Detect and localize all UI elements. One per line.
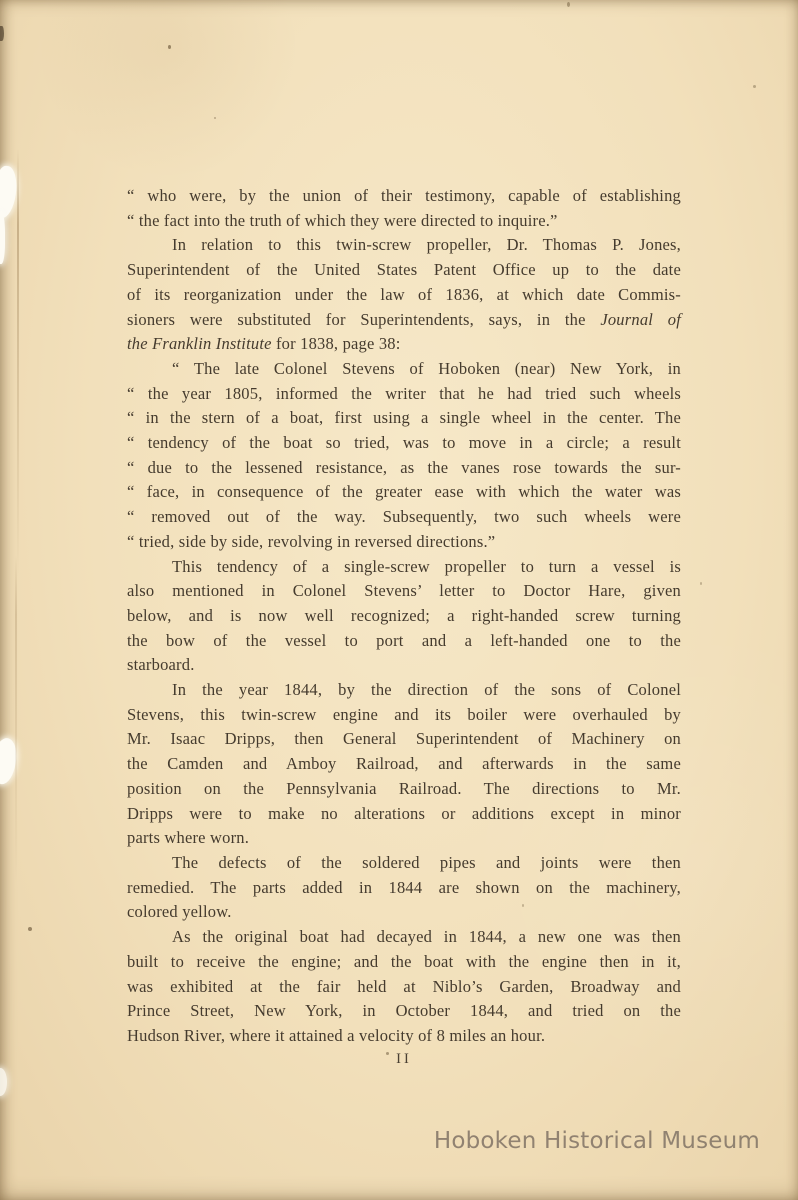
text-line: parts where worn.: [127, 828, 250, 848]
text-line: “ The late Colonel Stevens of Hoboken (near) New York, in: [172, 358, 681, 378]
paper-tear-mark: [0, 736, 21, 786]
text-line: “ removed out of the way. Subsequently, two such wheels were: [127, 507, 681, 527]
text-line: built to receive the engine; and the boat with the engine then in it,: [127, 951, 681, 971]
journal-title-italic: the Franklin Institute: [127, 334, 272, 354]
page-text-block: [127, 184, 681, 1049]
paper-speck: [753, 85, 756, 88]
text-line: In relation to this twin-screw propeller, Dr. Thomas P. Jones,: [172, 235, 681, 255]
text-line: Stevens, this twin-screw engine and its boiler were overhauled by: [127, 704, 681, 724]
text-line: remedied. The parts added in 1844 are shown on the machinery,: [127, 877, 681, 897]
text-line: “ face, in consequence of the greater ease with which the water was: [127, 482, 681, 502]
paper-speck: [168, 45, 171, 49]
page-edge-notch: [0, 26, 4, 41]
paper-tear-mark: [0, 212, 5, 264]
text-line: “ tendency of the boat so tried, was to move in a circle; a result: [127, 433, 681, 453]
text-line: “ due to the lessened resistance, as the vanes rose towards the sur-: [127, 457, 681, 477]
binding-crease: [15, 555, 17, 885]
text-line: “ who were, by the union of their testimony, capable of establishing: [127, 186, 681, 205]
text-line: Mr. Isaac Dripps, then General Superintendent of Machinery on: [127, 729, 681, 749]
page-number: II: [396, 1051, 412, 1067]
text-line: “ in the stern of a boat, first using a single wheel in the center. The: [127, 408, 681, 428]
text-segment: for 1838, page 38:: [271, 334, 401, 354]
paper-speck: [700, 582, 702, 585]
text-line: starboard.: [127, 655, 195, 675]
text-line: colored yellow.: [127, 902, 232, 922]
museum-watermark: Hoboken Historical Museum: [433, 1128, 760, 1154]
text-line: of its reorganization under the law of 1836, at which date Commis-: [127, 284, 681, 304]
paper-speck: [214, 117, 216, 119]
text-line: below, and is now well recognized; a right-handed screw turning: [127, 605, 681, 625]
text-line: The defects of the soldered pipes and joints were then: [172, 852, 681, 872]
text-line: This tendency of a single-screw propeller to turn a vessel is: [172, 556, 681, 576]
text-line: the Camden and Amboy Railroad, and afterwards in the same: [127, 754, 681, 774]
text-line: Superintendent of the United States Patent Office up to the date: [127, 260, 681, 280]
journal-title-italic: Journal of: [600, 309, 681, 329]
text-line: “ tried, side by side, revolving in reversed directions.”: [127, 531, 496, 551]
binding-crease: [17, 148, 19, 578]
text-line: the bow of the vessel to port and a left-handed one to the: [127, 630, 681, 650]
paper-speck: [567, 2, 570, 7]
text-line: position on the Pennsylvania Railroad. The directions to Mr.: [127, 778, 681, 798]
text-line: Hudson River, where it attained a velocity of 8 miles an hour.: [127, 1025, 546, 1045]
text-line: Prince Street, New York, in October 1844, and tried on the: [127, 1001, 681, 1021]
text-line: also mentioned in Colonel Stevens’ letter to Doctor Hare, given: [127, 581, 681, 601]
text-line: [127, 308, 681, 333]
text-line: In the year 1844, by the direction of the sons of Colonel: [172, 680, 681, 700]
text-line: [127, 332, 681, 357]
text-line: was exhibited at the fair held at Niblo’s Garden, Broadway and: [127, 976, 681, 996]
text-line: As the original boat had decayed in 1844, a new one was then: [172, 927, 681, 947]
text-line: Dripps were to make no alterations or additions except in minor: [127, 803, 681, 823]
paper-speck: [28, 927, 32, 931]
text-line: “ the year 1805, informed the writer that he had tried such wheels: [127, 383, 681, 403]
paper-tear-mark: [0, 1068, 7, 1096]
text-line: “ the fact into the truth of which they were directed to inquire.”: [127, 210, 558, 230]
text-segment: sioners were substituted for Superintendents, says, in the: [127, 309, 601, 329]
